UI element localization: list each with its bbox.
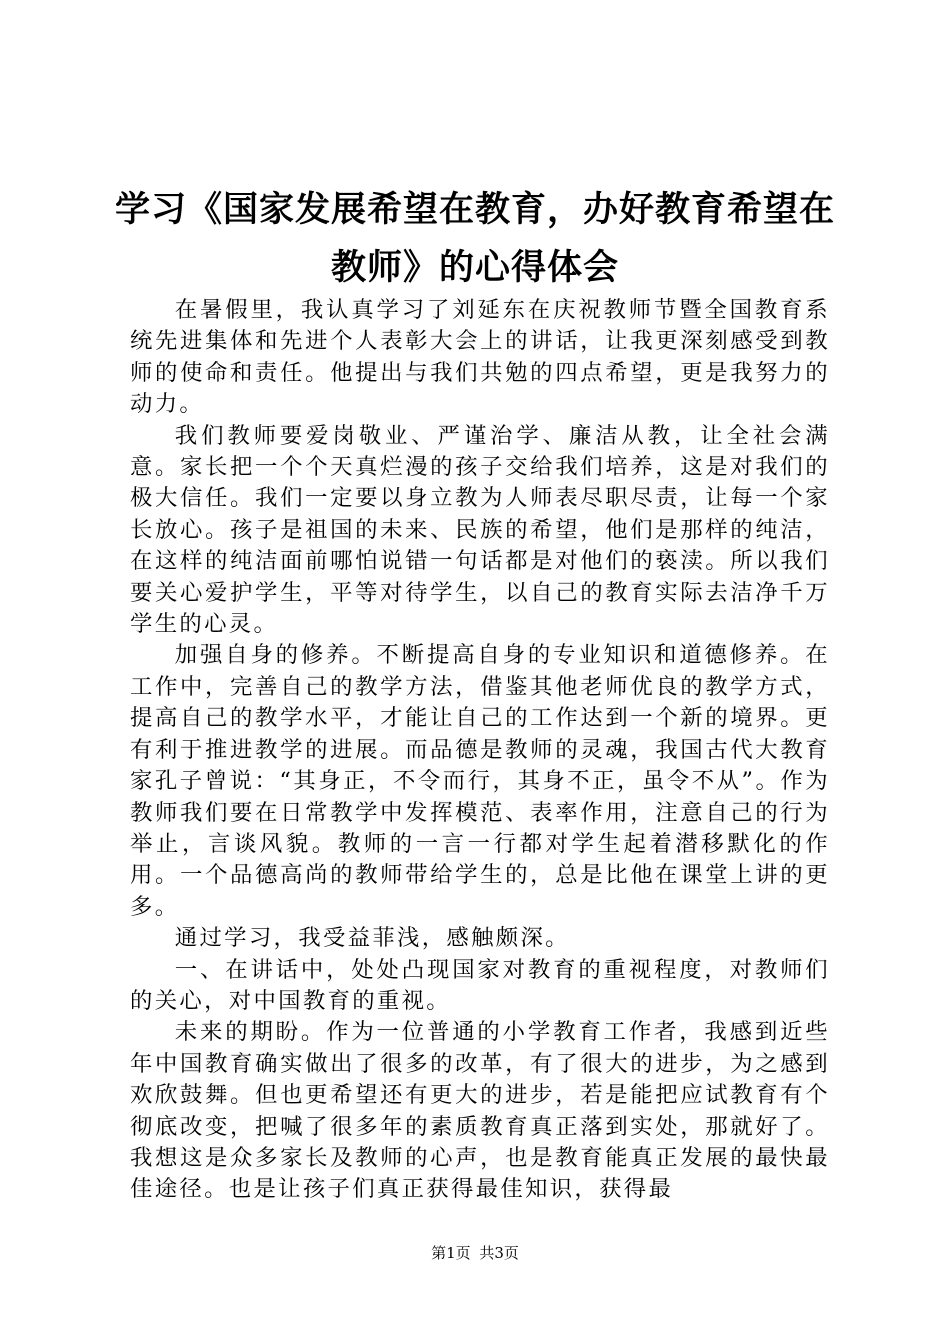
paragraph: 未来的期盼。作为一位普通的小学教育工作者，我感到近些年中国教育确实做出了很多的改革，有了很大的进步，为之感到欢欣鼓舞。但也更希望还有更大的进步，若是能把应试教育有个彻底改变，把喊了很多年的素质教育真正落到实处，那就好了。我想这是众多家长及教师的心声，也是教育能真正发展的最快最佳途径。也是让孩子们真正获得最佳知识，获得最 bbox=[130, 1019, 830, 1203]
paragraph: 一、在讲话中，处处凸现国家对教育的重视程度，对教师们的关心，对中国教育的重视。 bbox=[130, 956, 830, 1014]
paragraph: 我们教师要爱岗敬业、严谨治学、廉洁从教，让全社会满意。家长把一个个天真烂漫的孩子交给我们培养，这是对我们的极大信任。我们一定要以身立教为人师表尽职尽责，让每一个家长放心。孩子是祖国的未来、民族的希望，他们是那样的纯洁，在这样的纯洁面前哪怕说错一句话都是对他们的亵渎。所以我们要关心爱护学生，平等对待学生，以自己的教育实际去洁净千万学生的心灵。 bbox=[130, 422, 830, 638]
document-title-line-2: 教师》的心得体会 bbox=[330, 248, 619, 288]
page-number-total: 共3页 bbox=[479, 1244, 519, 1262]
document-title-line-1: 学习《国家发展希望在教育，办好教育希望在 bbox=[114, 190, 835, 230]
paragraph: 在暑假里，我认真学习了刘延东在庆祝教师节暨全国教育系统先进集体和先进个人表彰大会上的讲话，让我更深刻感受到教师的使命和责任。他提出与我们共勉的四点希望，更是我努力的动力。 bbox=[130, 297, 830, 418]
page-footer bbox=[0, 1243, 950, 1263]
document-body bbox=[130, 295, 830, 1206]
paragraph: 通过学习，我受益菲浅，感触颇深。 bbox=[174, 925, 570, 952]
page-number-current: 第1页 bbox=[431, 1244, 471, 1262]
paragraph: 加强自身的修养。不断提高自身的专业知识和道德修养。在工作中，完善自己的教学方法，借鉴其他老师优良的教学方式，提高自己的教学水平，才能让自己的工作达到一个新的境界。更有利于推进教学的进展。而品德是教师的灵魂，我国古代大教育家孔子曾说：“其身正，不令而行，其身不正，虽令不从”。作为教师我们要在日常教学中发挥模范、表率作用，注意自己的行为举止，言谈风貌。教师的一言一行都对学生起着潜移默化的作用。一个品德高尚的教师带给学生的，总是比他在课堂上讲的更多。 bbox=[130, 642, 830, 920]
